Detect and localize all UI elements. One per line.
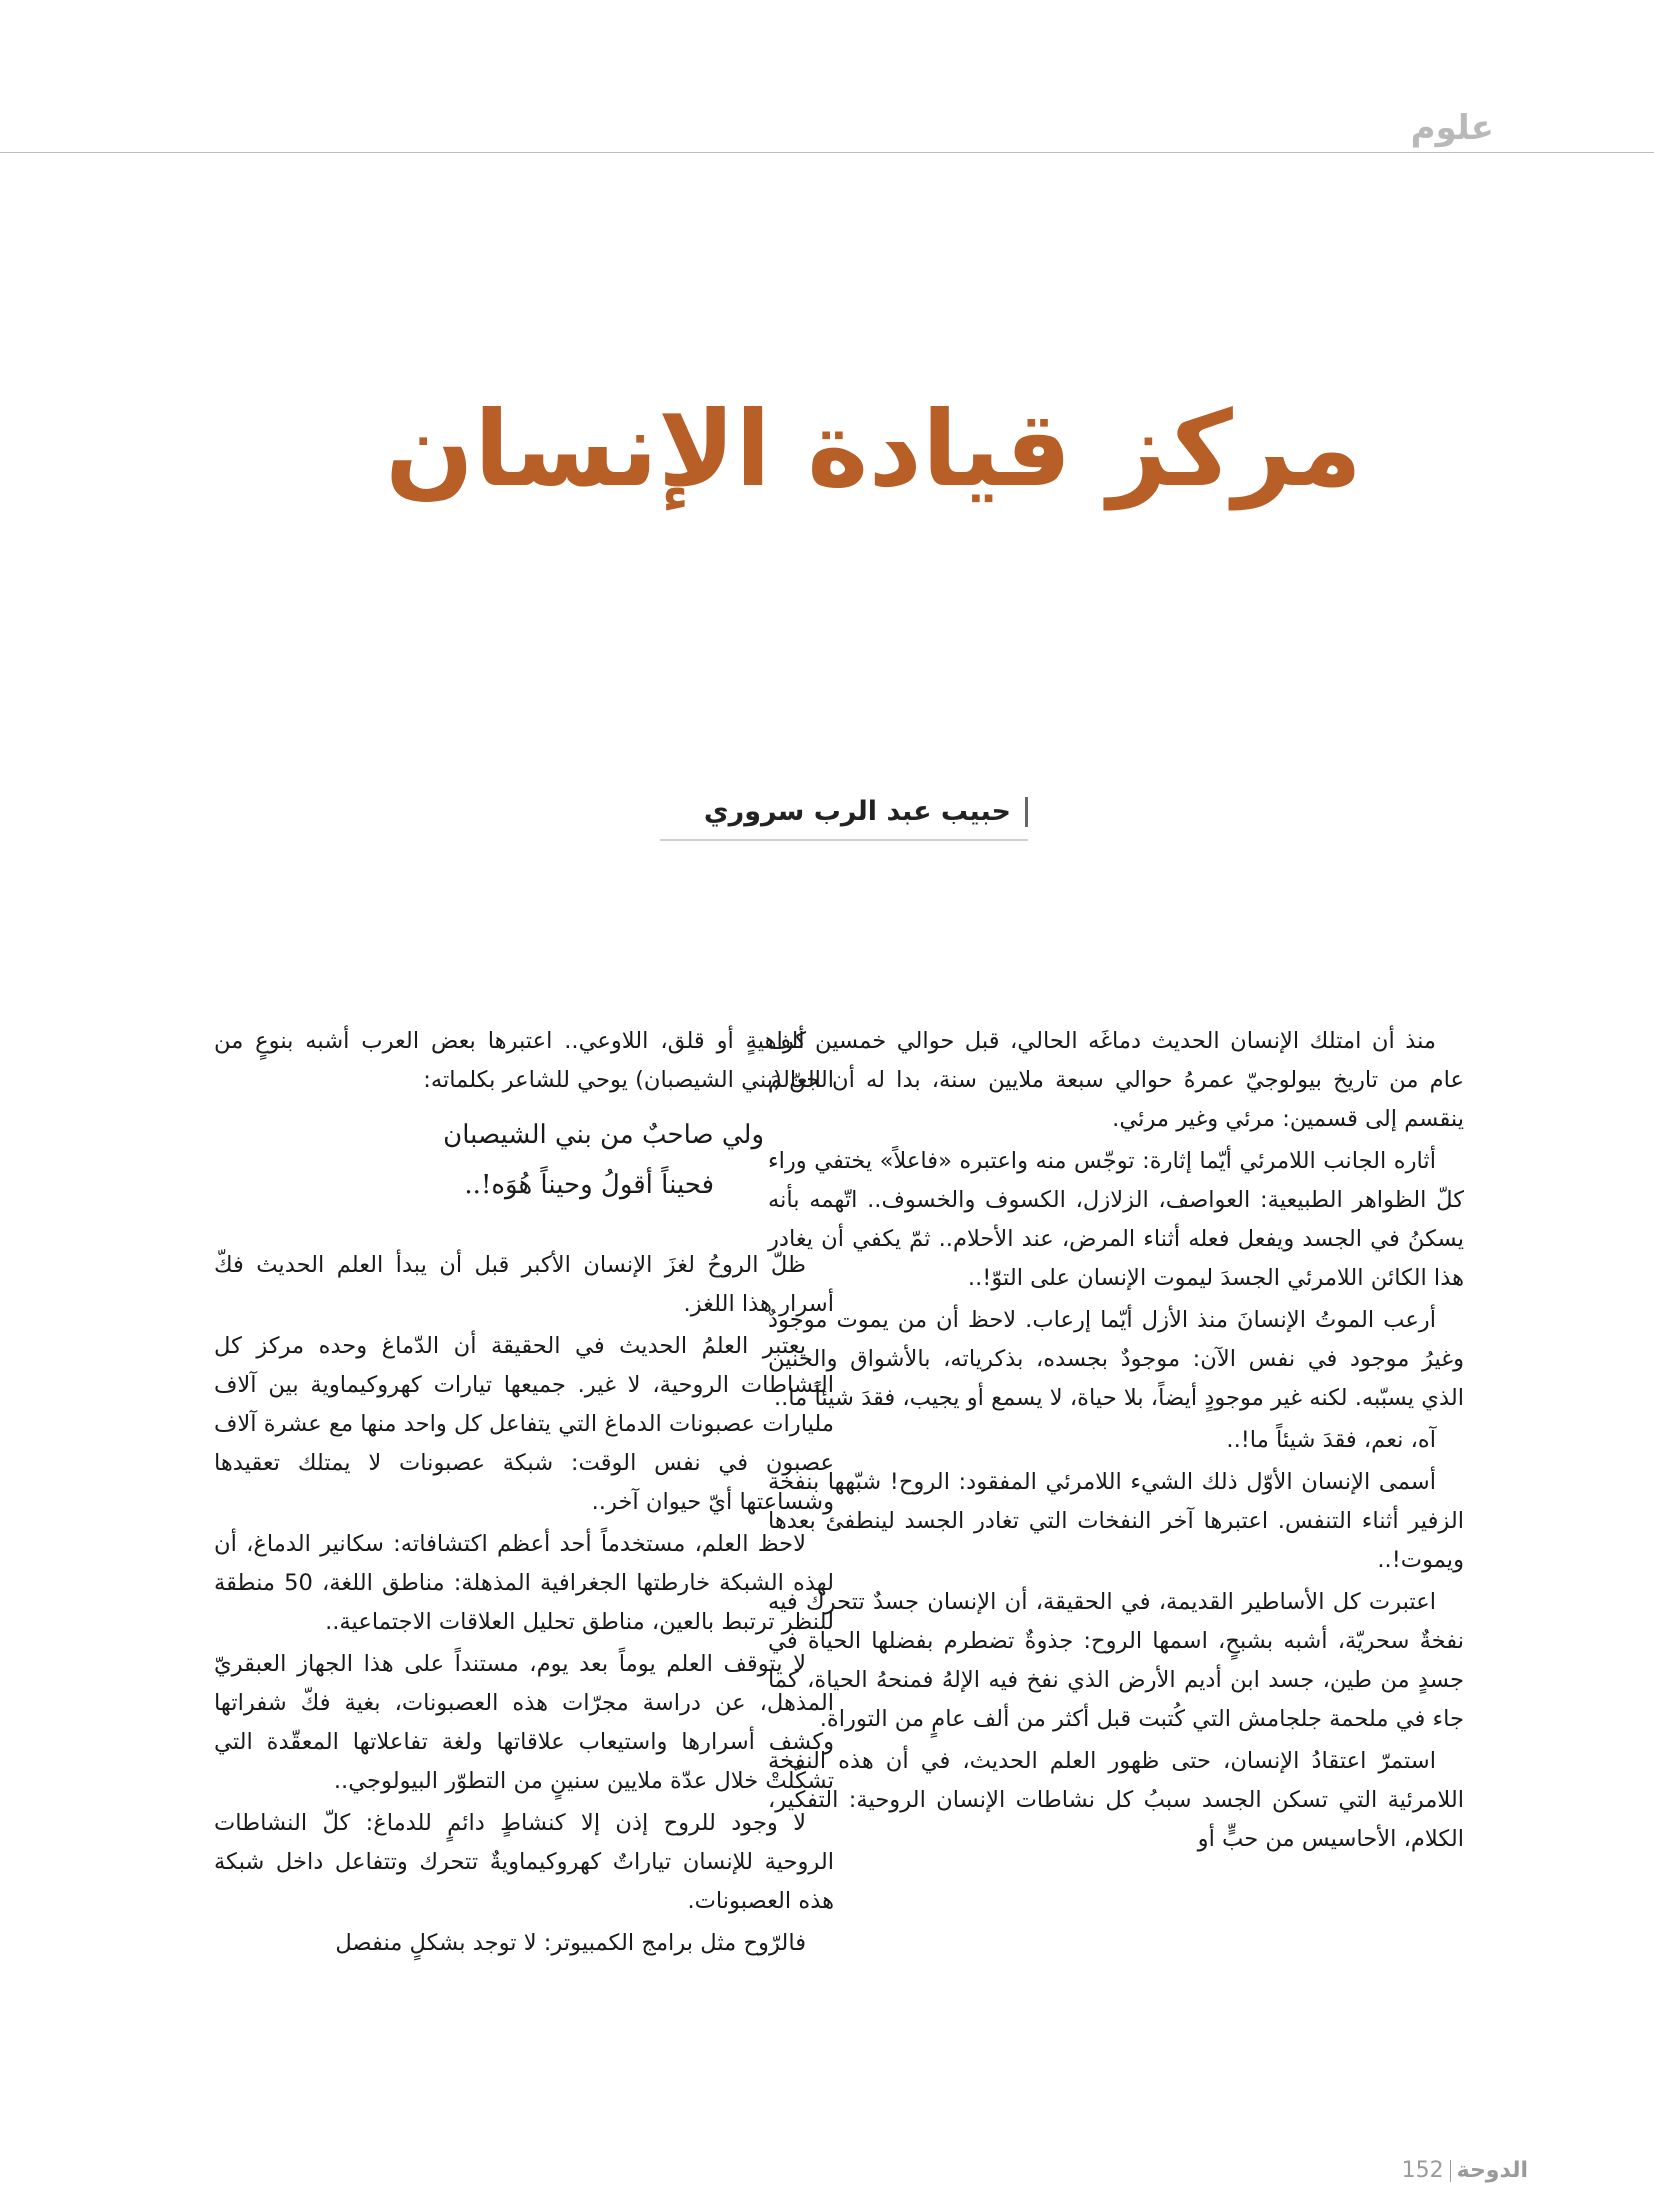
column-right [768,1022,1464,1862]
paragraph: اعتبرت كل الأساطير القديمة، في الحقيقة، أن الإنسان جسدٌ تتحرك فيه نفخةٌ سحريّة، أشبه بشبحٍ، اسمها الروح: جذوةٌ تضطرم بفضلها الحياة في جسدٍ من طين، جسد ابن أديم الأرض الذي نفخ فيه الإلهُ فمنحهُ الحياة، كما جاء في ملحمة جلجامش التي كُتبت قبل أكثر من ألف عامٍ من التوراة. [768,1589,1464,1732]
paragraph: استمرّ اعتقادُ الإنسان، حتى ظهور العلم الحديث، في أن هذه النفخة اللامرئية التي تسكن الجسد سببُ كل نشاطات الإنسان الروحية: التفكير، الكلام، الأحاسيس من حبٍّ أو [768,1748,1464,1852]
author-name: حبيب عبد الرب سروري [703,796,1011,827]
paragraph: فالرّوح مثل برامج الكمبيوتر: لا توجد بشكلٍ منفصل [335,1930,806,1956]
paragraph: أثاره الجانب اللامرئي أيّما إثارة: توجّس منه واعتبره «فاعلاً» يختفي وراء كلّ الظواهر الطبيعية: العواصف، الزلازل، الكسوف والخسوف.. اتّهمه بأنه يسكنُ في الجسد ويفعل فعله أثناء المرض، عند الأحلام.. ثمّ يكفي أن يغادر هذا الكائن اللامرئي الجسدَ ليموت الإنسان على التوّ!.. [768,1148,1464,1291]
paragraph: لا وجود للروح إذن إلا كنشاطٍ دائمٍ للدماغ: كلّ النشاطات الروحية للإنسان تياراتٌ كهروكيماويةٌ تتحرك وتتفاعل داخل شبكة هذه العصبونات. [214,1810,834,1914]
byline [660,796,1028,841]
poem-line: ولي صاحبٌ من بني الشيصبان [443,1120,764,1150]
byline-bar [1025,797,1028,827]
paragraph: لاحظ العلم، مستخدماً أحد أعظم اكتشافاته: سكانير الدماغ، أن لهذه الشبكة خارطتها الجغرافية المذهلة: مناطق اللغة، 50 منطقة للنظر ترتبط بالعين، مناطق تحليل العلاقات الاجتماعية.. [214,1531,834,1635]
paragraph: منذ أن امتلك الإنسان الحديث دماغَه الحالي، قبل حوالي خمسين ألف عام من تاريخ بيولوجيّ عمرهُ حوالي سبعة ملايين سنة، بدا له أن العالمَ ينقسم إلى قسمين: مرئي وغير مرئي. [768,1028,1464,1132]
page-number: 152 [1401,2158,1444,2183]
poem-line: فحيناً أقولُ وحيناً هُوَه!.. [464,1170,714,1200]
column-left [214,1022,834,1966]
paragraph: لا يتوقف العلم يوماً بعد يوم، مستنداً على هذا الجهاز العبقريّ المذهل، عن دراسة مجرّات هذه العصبونات، بغية فكّ شفراتها وكشف أسرارها واستيعاب علاقاتها ولغة تفاعلاتها المعقّدة التي تشكّلتْ خلال عدّة ملايين سنينٍ من التطوّر البيولوجي.. [214,1651,834,1794]
article-title: مركز قيادة الإنسان [385,387,1362,510]
paragraph: يعتبر العلمُ الحديث في الحقيقة أن الدّماغ وحده مركز كل النشاطات الروحية، لا غير. جميعها تيارات كهروكيماوية بين آلاف مليارات عصبونات الدماغ التي يتفاعل كل واحد منها مع عشرة آلاف عصبون في نفس الوقت: شبكة عصبونات لا يمتلك تعقيدها وشساعتها أيّ حيوان آخر.. [214,1333,834,1515]
paragraph: آه، نعم، فقدَ شيئاً ما!.. [1226,1427,1436,1453]
page-footer [1402,2158,1528,2183]
section-label: علوم [1410,108,1494,148]
paragraph: أسمى الإنسان الأوّل ذلك الشيء اللامرئي المفقود: الروح! شبّهها بنفخة الزفير أثناء التنفس. اعتبرها آخر النفخات التي تغادر الجسد لينطفئ بعدها ويموت!.. [768,1469,1464,1573]
paragraph: ظلّ الروحُ لغزَ الإنسان الأكبر قبل أن يبدأ العلم الحديث فكّ أسرار هذا اللغز. [214,1252,834,1317]
magazine-name: الدوحة [1456,2158,1528,2183]
paragraph: كراهيةٍ أو قلق، اللاوعي.. اعتبرها بعض العرب أشبه بنوعٍ من الجنّ (بني الشيصبان) يوحي للشاعر بكلماته: [214,1028,834,1093]
paragraph: أرعب الموتُ الإنسانَ منذ الأزل أيّما إرعاب. لاحظ أن من يموت موجودٌ وغيرُ موجود في نفس الآن: موجودٌ بجسده، بذكرياته، بالأشواق والحنين الذي يسبّبه. لكنه غير موجودٍ أيضاً، بلا حياة، لا يسمع أو يجيب، فقدَ شيئاً ما.. [768,1307,1464,1411]
footer-separator [1450,2160,1451,2182]
poem [214,1110,834,1210]
top-rule [0,152,1654,153]
